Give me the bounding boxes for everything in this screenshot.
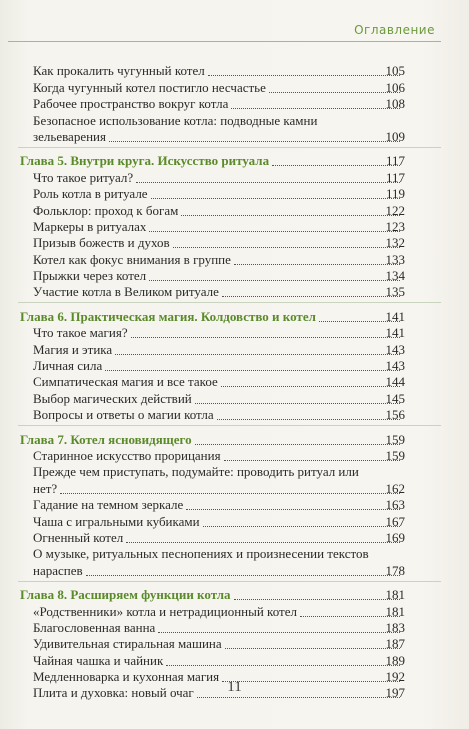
chapter-8-heading[interactable]: Глава 8. Расширяем функции котла 181	[20, 587, 405, 603]
toc-entry[interactable]: Чайная чашка и чайник 189	[33, 652, 405, 668]
chapter-divider	[18, 581, 441, 582]
toc-entry[interactable]: Рабочее пространство вокруг котла 108	[33, 96, 405, 112]
toc-entry-line1[interactable]: О музыке, ритуальных песнопениях и произнесении текстов	[33, 546, 369, 562]
chapter-divider	[18, 147, 441, 148]
toc-entry[interactable]: Участие котла в Великом ритуале 135	[33, 284, 405, 300]
page-number: 11	[227, 679, 242, 695]
chapter-5-heading[interactable]: Глава 5. Внутри круга. Искусство ритуала 117	[20, 153, 405, 169]
toc-entry[interactable]: Симпатическая магия и все такое 144	[33, 374, 405, 390]
toc-entry[interactable]: Благословенная ванна 183	[33, 619, 405, 635]
toc-entry[interactable]: Что такое ритуал? 117	[33, 169, 405, 185]
chapter-7-heading[interactable]: Глава 7. Котел ясновидящего 159	[20, 431, 405, 447]
toc-entry-line1[interactable]: Прежде чем приступать, подумайте: проводить ритуал или	[33, 464, 359, 480]
header-rule	[8, 41, 441, 42]
toc-entry[interactable]: Что такое магия? 141	[33, 325, 405, 341]
chapter-6-heading[interactable]: Глава 6. Практическая магия. Колдовство и котел 141	[20, 308, 405, 324]
toc-entry[interactable]: Удивительная стиральная машина 187	[33, 636, 405, 652]
toc-entry[interactable]: Как прокалить чугунный котел 105	[33, 63, 405, 79]
toc-entry-line1[interactable]: Безопасное использование котла: подводные камни	[33, 112, 318, 128]
toc-entry[interactable]: Прыжки через котел 134	[33, 268, 405, 284]
toc-entry[interactable]: Вопросы и ответы о магии котла 156	[33, 407, 405, 423]
toc-entry[interactable]: Котел как фокус внимания в группе 133	[33, 251, 405, 267]
toc-entry[interactable]: Плита и духовка: новый очаг 197	[33, 685, 405, 701]
toc-entry[interactable]: Магия и этика 143	[33, 341, 405, 357]
chapter-divider	[18, 302, 441, 303]
toc-entry[interactable]: Фольклор: проход к богам 122	[33, 202, 405, 218]
toc-entry[interactable]: Старинное искусство прорицания 159	[33, 447, 405, 463]
toc-entry-line2[interactable]: нет? 162	[33, 480, 405, 496]
toc-entry-line2[interactable]: зельеварения 109	[33, 128, 405, 144]
toc-entry-line2[interactable]: нараспев 178	[33, 562, 405, 578]
toc-entry[interactable]: Выбор магических действий 145	[33, 390, 405, 406]
table-of-contents	[0, 63, 469, 701]
toc-entry[interactable]: Когда чугунный котел постигло несчастье 106	[33, 79, 405, 95]
toc-entry[interactable]: Гадание на темном зеркале 163	[33, 497, 405, 513]
toc-entry[interactable]: Медленноварка и кухонная магия 192	[33, 669, 405, 685]
toc-entry[interactable]: Роль котла в ритуале 119	[33, 186, 405, 202]
toc-entry[interactable]: Чаша с игральными кубиками 167	[33, 513, 405, 529]
toc-entry[interactable]: Личная сила 143	[33, 358, 405, 374]
running-header: Оглавление	[354, 23, 435, 37]
toc-entry[interactable]: Маркеры в ритуалах 123	[33, 218, 405, 234]
toc-entry[interactable]: Огненный котел 169	[33, 529, 405, 545]
toc-entry[interactable]: Призыв божеств и духов 132	[33, 235, 405, 251]
chapter-divider	[18, 425, 441, 426]
toc-entry[interactable]: «Родственники» котла и нетрадиционный котел 181	[33, 603, 405, 619]
